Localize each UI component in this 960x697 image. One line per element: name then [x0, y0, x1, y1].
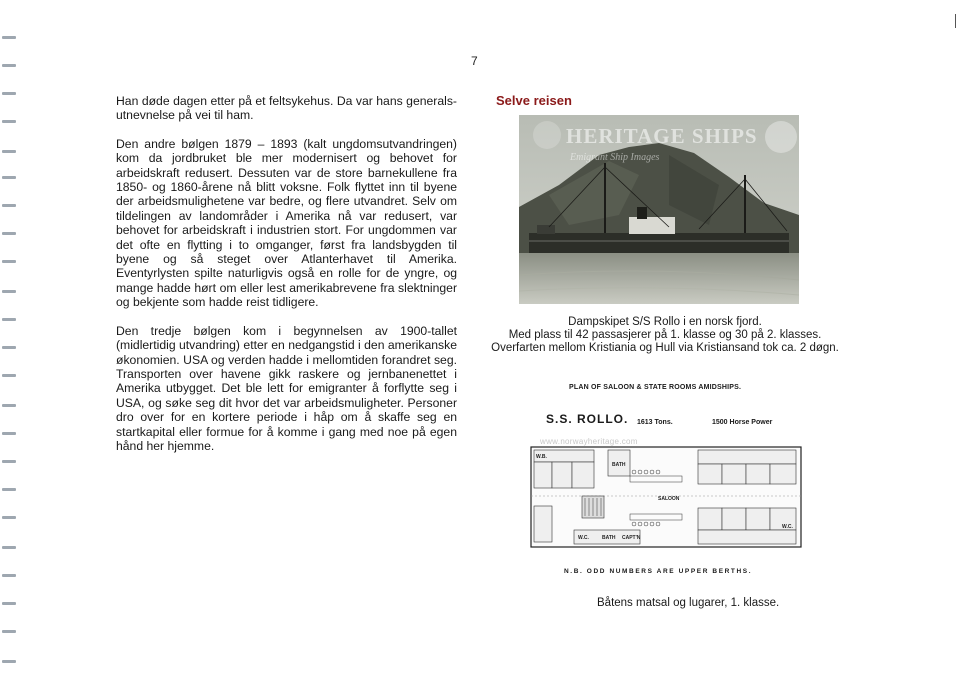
photo-watermark: HERITAGE SHIPS: [566, 124, 758, 148]
photo-watermark-subtitle: Emigrant Ship Images: [570, 152, 660, 163]
deck-plan: [530, 446, 806, 550]
section-title: Selve reisen: [496, 93, 572, 108]
plan-label-bath-top: BATH: [612, 462, 626, 468]
photo-caption-line-1: Dampskipet S/S Rollo i en norsk fjord.: [568, 316, 762, 328]
scan-edge-mark: [955, 14, 956, 28]
plan-tonnage: 1613 Tons.: [637, 419, 673, 426]
photo-caption-line-3: Overfarten mellom Kristiania og Hull via Kristiansand tok ca. 2 døgn.: [491, 342, 839, 355]
plan-label-captain: CAPT'N: [622, 535, 641, 541]
plan-heading: PLAN OF SALOON & STATE ROOMS AMIDSHIPS.: [569, 384, 742, 391]
plan-horse-power: 1500 Horse Power: [712, 419, 773, 426]
plan-label-wb: W.B.: [536, 454, 547, 460]
plan-ship-name: S.S. ROLLO.: [546, 412, 629, 426]
binder-edge-marks: [0, 0, 24, 697]
plan-caption: Båtens matsal og lugarer, 1. klasse.: [597, 597, 780, 609]
paragraph-2: Den andre bølgen 1879 – 1893 (kalt ungdomsutvandringen) kom da jordbruket ble mer modernisert og behovet for arbeidskraft redusert. Dessuten var de store barnekullene fra 1850- og 1860-årene nå blitt voksne. Folk flyttet inn til byene der arbeidsmulighetene var bedre, og flere utvandret. Selv om tildelingen av landområder i Amerika nå var redusert, var behovet for arbeidskraft i industrien stort. For ungdommen var det ofte en flytting i to omganger, først fra landsbygden til byene og så steget over Atlanterhavet til Amerika. Eventyrlysten spilte naturligvis også en rolle for de yngre, og mange hadde hørt om eller lest amerikabrevene fra slektninger og bekjente som hadde reist tidligere.: [116, 136, 457, 310]
plan-watermark: www.norwayheritage.com: [540, 437, 638, 446]
plan-label-bath-bottom: BATH: [602, 535, 616, 541]
plan-label-wc-bottom: W.C.: [578, 535, 589, 541]
photo-caption-line-2: Med plass til 42 passasjerer på 1. klasse og 30 på 2. klasses.: [508, 329, 822, 342]
page-number: 7: [471, 54, 478, 68]
plan-label-wc-right: W.C.: [782, 524, 793, 530]
paragraph-3: Den tredje bølgen kom i begynnelsen av 1900-tallet (midlertidig utvandring) etter en nedgangstid i den amerikanske økonomien. USA og verden hadde i mellomtiden forandret seg. Transporten over havene gikk raskere og jernbanenettet i Amerika utbygget. Det ble lett for emigranter å forflytte seg i USA, og søke seg dit hvor det var arbeidsmuligheter. Personer dro over for en kortere periode i håp om å skaffe seg en startkapital eller formue for å komme i gang med noe på egen hånd her hjemme.: [116, 323, 457, 453]
plan-label-saloon: SALOON: [658, 496, 680, 502]
paragraph-1: Han døde dagen etter på et feltsykehus. Da var hans generals-utnevnelse på vei til ham.: [116, 94, 457, 123]
plan-note: N.B. ODD NUMBERS ARE UPPER BERTHS.: [564, 568, 753, 575]
photo-caption: [470, 316, 860, 356]
left-text-column: [116, 94, 457, 467]
